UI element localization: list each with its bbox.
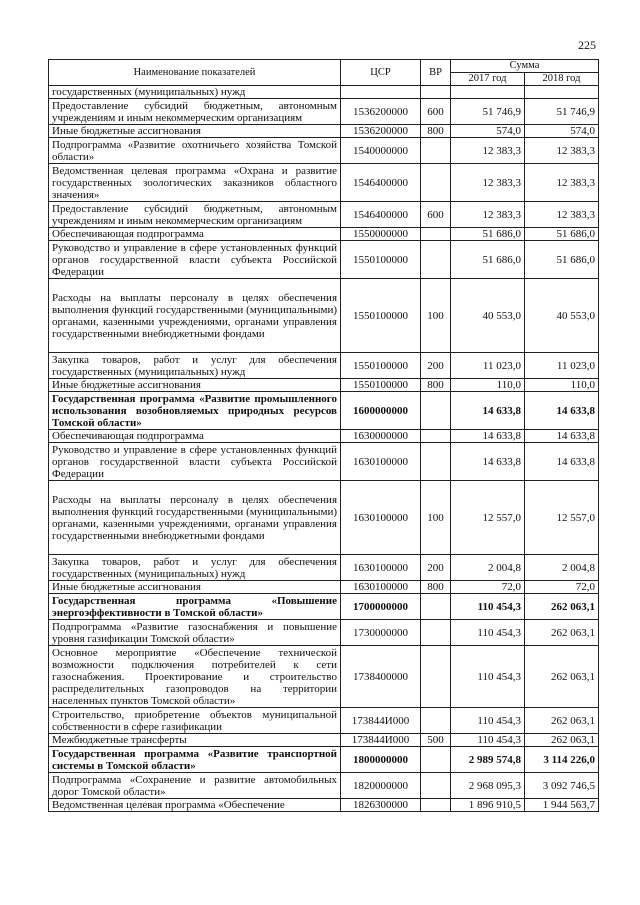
row-csr: 173844И000: [341, 734, 421, 747]
header-vr: ВР: [421, 60, 451, 86]
row-value-2017: 12 383,3: [451, 138, 525, 164]
row-value-2017: 110 454,3: [451, 646, 525, 708]
row-vr: [421, 241, 451, 279]
row-vr: 500: [421, 734, 451, 747]
header-name: Наименование показателей: [49, 60, 341, 86]
row-vr: 800: [421, 581, 451, 594]
row-vr: [421, 620, 451, 646]
row-csr: 1546400000: [341, 164, 421, 202]
row-csr: 1630100000: [341, 581, 421, 594]
budget-table: [48, 59, 599, 812]
row-value-2017: 2 989 574,8: [451, 747, 525, 773]
row-name: Подпрограмма «Сохранение и развитие автомобильных дорог Томской области»: [49, 773, 341, 799]
table-row: [49, 99, 599, 125]
row-csr: 1550100000: [341, 379, 421, 392]
row-value-2017: 12 557,0: [451, 481, 525, 555]
row-value-2017: 14 633,8: [451, 392, 525, 430]
row-vr: 800: [421, 379, 451, 392]
row-value-2018: 51 746,9: [525, 99, 599, 125]
row-vr: [421, 430, 451, 443]
row-csr: 1630100000: [341, 555, 421, 581]
table-row: [49, 392, 599, 430]
row-value-2017: 40 553,0: [451, 279, 525, 353]
row-name: Иные бюджетные ассигнования: [49, 581, 341, 594]
table-row: [49, 241, 599, 279]
table-row: [49, 443, 599, 481]
row-csr: 1800000000: [341, 747, 421, 773]
row-value-2017: 12 383,3: [451, 164, 525, 202]
row-name: Основное мероприятие «Обеспечение технической возможности подключения потребителей к сети газоснабжения. Проектирование и строительство распределительных газопроводов на территории населенных пунктов Томской области»: [49, 646, 341, 708]
row-value-2018: 3 114 226,0: [525, 747, 599, 773]
row-csr: 1630100000: [341, 481, 421, 555]
row-vr: 600: [421, 202, 451, 228]
row-csr: 1550100000: [341, 279, 421, 353]
row-name: Государственная программа «Развитие промышленного использования возобновляемых природных ресурсов Томской области»: [49, 392, 341, 430]
row-name: Расходы на выплаты персоналу в целях обеспечения выполнения функций государственными (муниципальными) органами, казенными учреждениями, органами управления государственными внебюджетными фондами: [49, 279, 341, 353]
row-value-2018: 14 633,8: [525, 430, 599, 443]
row-value-2017: 12 383,3: [451, 202, 525, 228]
row-value-2018: 72,0: [525, 581, 599, 594]
row-vr: 800: [421, 125, 451, 138]
table-row: [49, 279, 599, 353]
row-name: Закупка товаров, работ и услуг для обеспечения государственных (муниципальных) нужд: [49, 555, 341, 581]
row-csr: 1700000000: [341, 594, 421, 620]
row-csr: 1600000000: [341, 392, 421, 430]
row-value-2018: 262 063,1: [525, 708, 599, 734]
row-value-2018: 2 004,8: [525, 555, 599, 581]
row-vr: 200: [421, 353, 451, 379]
header-sum: Сумма: [451, 60, 599, 73]
row-value-2017: 2 004,8: [451, 555, 525, 581]
row-name: Предоставление субсидий бюджетным, автономным учреждениям и иным некоммерческим организациям: [49, 99, 341, 125]
table-row: [49, 138, 599, 164]
row-vr: [421, 443, 451, 481]
row-value-2018: 262 063,1: [525, 594, 599, 620]
row-csr: 1550100000: [341, 241, 421, 279]
row-name: Подпрограмма «Развитие охотничьего хозяйства Томской области»: [49, 138, 341, 164]
row-value-2017: 110 454,3: [451, 620, 525, 646]
row-name: Руководство и управление в сфере установленных функций органов государственной власти субъекта Российской Федерации: [49, 443, 341, 481]
row-csr: 1730000000: [341, 620, 421, 646]
header-csr: ЦСР: [341, 60, 421, 86]
row-value-2018: 40 553,0: [525, 279, 599, 353]
table-row: [49, 86, 599, 99]
table-row: [49, 734, 599, 747]
table-row: [49, 481, 599, 555]
row-name: Ведомственная целевая программа «Охрана и развитие государственных зоологических заказников областного значения»: [49, 164, 341, 202]
row-value-2018: 51 686,0: [525, 228, 599, 241]
row-value-2018: 11 023,0: [525, 353, 599, 379]
row-csr: 1550100000: [341, 353, 421, 379]
row-vr: 200: [421, 555, 451, 581]
row-vr: [421, 138, 451, 164]
row-value-2017: 110,0: [451, 379, 525, 392]
row-csr: 1540000000: [341, 138, 421, 164]
row-value-2017: 574,0: [451, 125, 525, 138]
row-csr: 1738400000: [341, 646, 421, 708]
row-vr: [421, 747, 451, 773]
row-vr: [421, 228, 451, 241]
row-value-2017: 110 454,3: [451, 594, 525, 620]
table-row: [49, 125, 599, 138]
row-name: Подпрограмма «Развитие газоснабжения и повышение уровня газификации Томской области»: [49, 620, 341, 646]
row-vr: [421, 594, 451, 620]
page-number: 225: [578, 38, 596, 52]
row-value-2017: 1 896 910,5: [451, 799, 525, 812]
row-value-2018: 12 557,0: [525, 481, 599, 555]
row-csr: 1630000000: [341, 430, 421, 443]
row-value-2018: 574,0: [525, 125, 599, 138]
row-vr: 600: [421, 99, 451, 125]
table-row: [49, 646, 599, 708]
table-row: [49, 594, 599, 620]
row-value-2017: 14 633,8: [451, 430, 525, 443]
table-row: [49, 164, 599, 202]
row-value-2017: 11 023,0: [451, 353, 525, 379]
row-csr: 1820000000: [341, 773, 421, 799]
row-name: Строительство, приобретение объектов муниципальной собственности в сфере газификации: [49, 708, 341, 734]
row-vr: 100: [421, 279, 451, 353]
row-value-2018: 262 063,1: [525, 646, 599, 708]
row-value-2017: 2 968 095,3: [451, 773, 525, 799]
row-csr: [341, 86, 421, 99]
row-value-2018: 12 383,3: [525, 138, 599, 164]
table-row: [49, 708, 599, 734]
row-csr: 1826300000: [341, 799, 421, 812]
row-value-2017: 14 633,8: [451, 443, 525, 481]
row-csr: 1546400000: [341, 202, 421, 228]
header-2018: 2018 год: [525, 73, 599, 86]
table-row: [49, 555, 599, 581]
row-name: Межбюджетные трансферты: [49, 734, 341, 747]
row-vr: [421, 164, 451, 202]
table-row: [49, 228, 599, 241]
row-value-2018: 12 383,3: [525, 202, 599, 228]
row-name: Закупка товаров, работ и услуг для обеспечения государственных (муниципальных) нужд: [49, 353, 341, 379]
table-body: [49, 86, 599, 812]
row-name: Государственная программа «Повышение энергоэффективности в Томской области»: [49, 594, 341, 620]
row-vr: [421, 708, 451, 734]
table-row: [49, 353, 599, 379]
table-row: [49, 747, 599, 773]
row-vr: [421, 799, 451, 812]
row-value-2017: 110 454,3: [451, 708, 525, 734]
row-vr: [421, 646, 451, 708]
table-row: [49, 581, 599, 594]
row-csr: 173844И000: [341, 708, 421, 734]
row-name: государственных (муниципальных) нужд: [49, 86, 341, 99]
table-row: [49, 799, 599, 812]
row-value-2017: 110 454,3: [451, 734, 525, 747]
row-name: Расходы на выплаты персоналу в целях обеспечения выполнения функций государственными (муниципальными) органами, казенными учреждениями, органами управления государственными внебюджетными фондами: [49, 481, 341, 555]
header-2017: 2017 год: [451, 73, 525, 86]
row-vr: [421, 773, 451, 799]
table-row: [49, 202, 599, 228]
row-value-2018: 3 092 746,5: [525, 773, 599, 799]
row-value-2018: [525, 86, 599, 99]
row-value-2017: 51 686,0: [451, 241, 525, 279]
row-value-2018: 262 063,1: [525, 620, 599, 646]
row-csr: 1536200000: [341, 125, 421, 138]
row-name: Государственная программа «Развитие транспортной системы в Томской области»: [49, 747, 341, 773]
row-name: Обеспечивающая подпрограмма: [49, 228, 341, 241]
row-csr: 1550000000: [341, 228, 421, 241]
row-value-2018: 14 633,8: [525, 392, 599, 430]
row-csr: 1630100000: [341, 443, 421, 481]
table-row: [49, 773, 599, 799]
row-name: Иные бюджетные ассигнования: [49, 379, 341, 392]
table-row: [49, 620, 599, 646]
row-name: Предоставление субсидий бюджетным, автономным учреждениям и иным некоммерческим организациям: [49, 202, 341, 228]
row-name: Ведомственная целевая программа «Обеспечение: [49, 799, 341, 812]
row-value-2018: 110,0: [525, 379, 599, 392]
row-value-2017: [451, 86, 525, 99]
row-value-2018: 262 063,1: [525, 734, 599, 747]
row-vr: 100: [421, 481, 451, 555]
row-value-2018: 14 633,8: [525, 443, 599, 481]
row-name: Руководство и управление в сфере установленных функций органов государственной власти субъекта Российской Федерации: [49, 241, 341, 279]
row-value-2017: 51 686,0: [451, 228, 525, 241]
row-vr: [421, 392, 451, 430]
table-row: [49, 379, 599, 392]
row-vr: [421, 86, 451, 99]
row-value-2018: 12 383,3: [525, 164, 599, 202]
row-csr: 1536200000: [341, 99, 421, 125]
row-value-2018: 51 686,0: [525, 241, 599, 279]
row-value-2017: 72,0: [451, 581, 525, 594]
table-row: [49, 430, 599, 443]
row-name: Иные бюджетные ассигнования: [49, 125, 341, 138]
row-name: Обеспечивающая подпрограмма: [49, 430, 341, 443]
row-value-2017: 51 746,9: [451, 99, 525, 125]
row-value-2018: 1 944 563,7: [525, 799, 599, 812]
